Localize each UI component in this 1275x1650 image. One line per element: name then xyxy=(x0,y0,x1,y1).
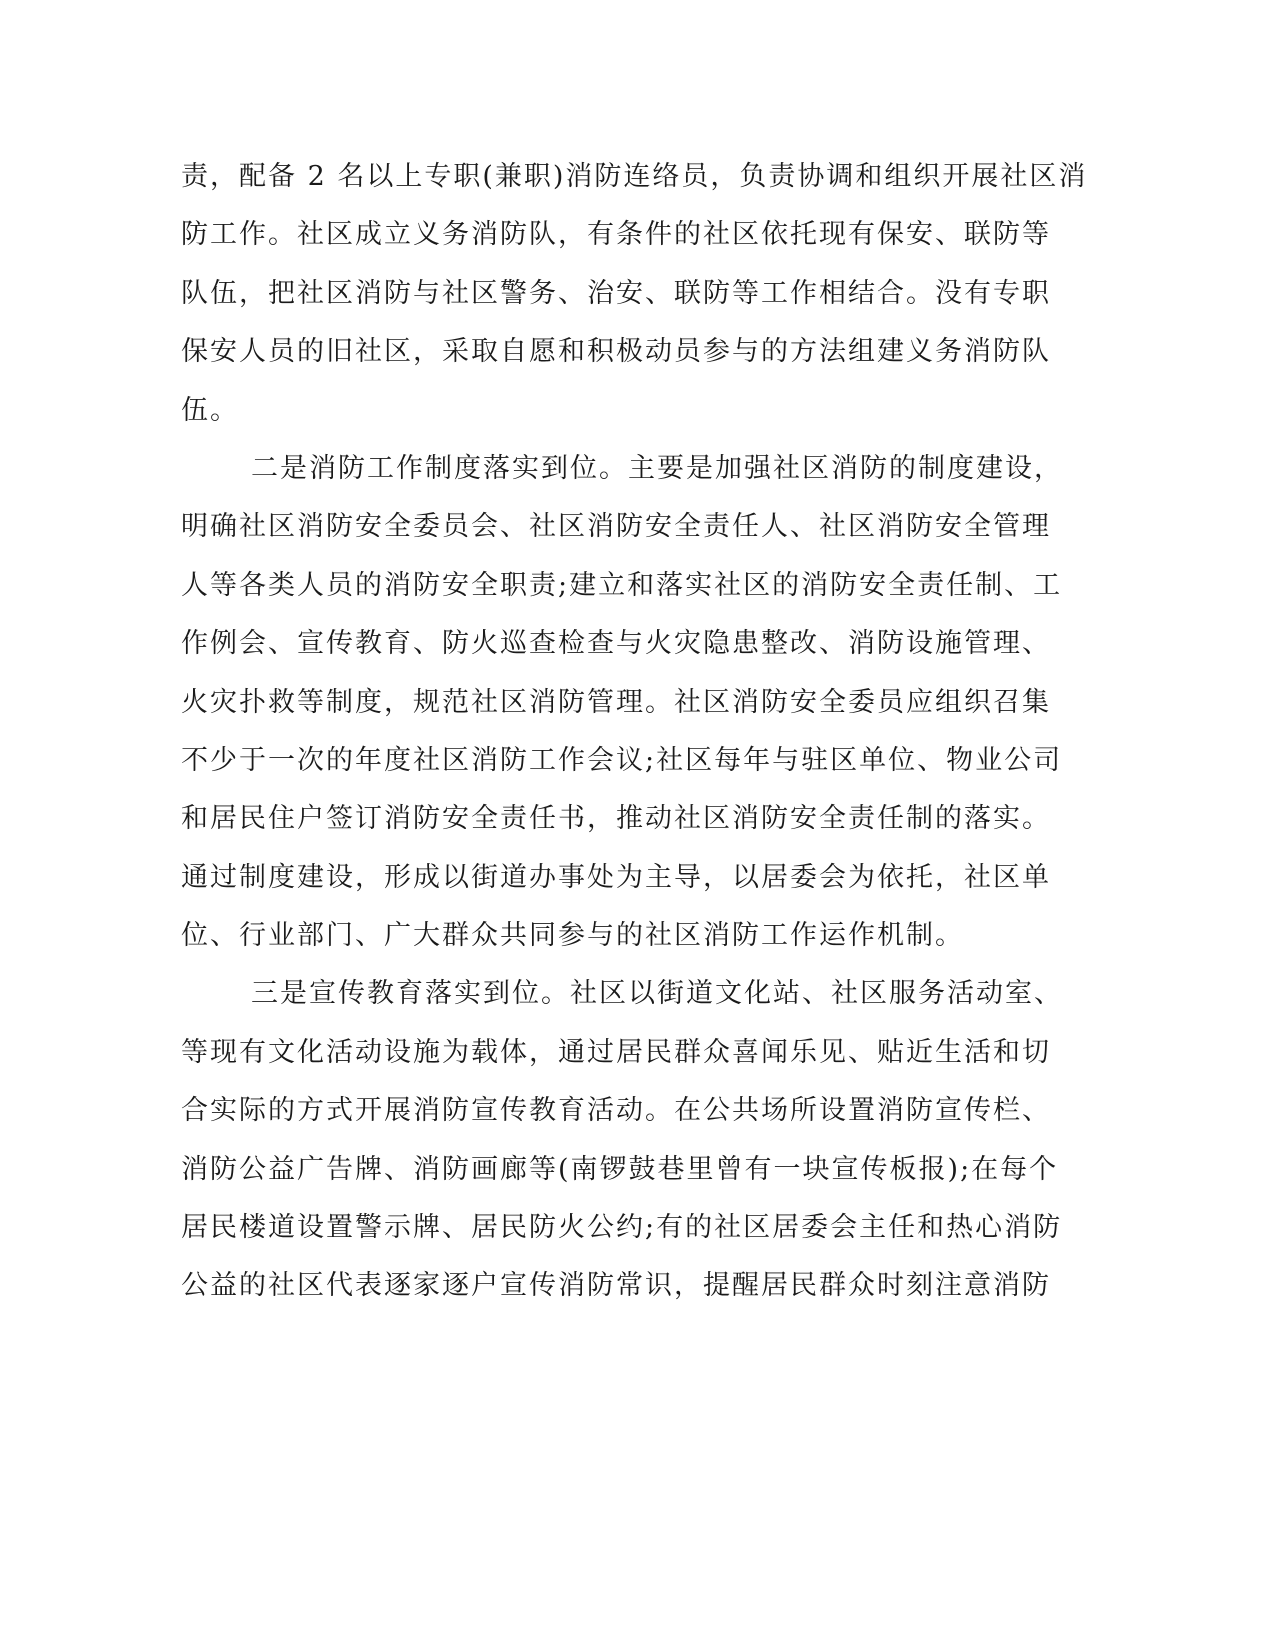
text-line: 位、行业部门、广大群众共同参与的社区消防工作运作机制。 xyxy=(181,920,964,952)
text-line: 等现有文化活动设施为载体，通过居民群众喜闻乐见、贴近生活和切 xyxy=(181,1036,1051,1068)
text-line: 责，配备 2 名以上专职(兼职)消防连络员，负责协调和组织开展社区消 xyxy=(181,161,1088,192)
text-line: 三是宣传教育落实到位。社区以街道文化站、社区服务活动室、 xyxy=(251,978,1063,1010)
text-line: 火灾扑救等制度，规范社区消防管理。社区消防安全委员应组织召集 xyxy=(181,686,1051,718)
paragraph-2 xyxy=(181,440,1063,966)
text-line: 公益的社区代表逐家逐户宣传消防常识，提醒居民群众时刻注意消防 xyxy=(181,1270,1051,1302)
text-line: 合实际的方式开展消防宣传教育活动。在公共场所设置消防宣传栏、 xyxy=(181,1095,1051,1127)
paragraph-1 xyxy=(181,148,1088,440)
text-line: 居民楼道设置警示牌、居民防火公约;有的社区居委会主任和热心消防 xyxy=(181,1212,1063,1244)
text-line: 消防公益广告牌、消防画廊等(南锣鼓巷里曾有一块宣传板报);在每个 xyxy=(181,1153,1059,1185)
text-line: 防工作。社区成立义务消防队，有条件的社区依托现有保安、联防等 xyxy=(181,219,1051,251)
text-line: 二是消防工作制度落实到位。主要是加强社区消防的制度建设， xyxy=(251,452,1063,484)
text-line: 保安人员的旧社区，采取自愿和积极动员参与的方法组建义务消防队 xyxy=(181,336,1051,368)
text-line: 通过制度建设，形成以街道办事处为主导，以居委会为依托，社区单 xyxy=(181,861,1051,893)
body-text xyxy=(181,148,1088,1316)
paragraph-3 xyxy=(181,965,1063,1315)
text-line: 明确社区消防安全委员会、社区消防安全责任人、社区消防安全管理 xyxy=(181,511,1051,543)
text-line: 作例会、宣传教育、防火巡查检查与火灾隐患整改、消防设施管理、 xyxy=(181,628,1051,660)
text-line: 不少于一次的年度社区消防工作会议;社区每年与驻区单位、物业公司 xyxy=(181,744,1063,776)
text-line: 队伍，把社区消防与社区警务、治安、联防等工作相结合。没有专职 xyxy=(181,277,1051,309)
text-line: 和居民住户签订消防安全责任书，推动社区消防安全责任制的落实。 xyxy=(181,803,1051,835)
text-line: 伍。 xyxy=(181,394,239,426)
text-line: 人等各类人员的消防安全职责;建立和落实社区的消防安全责任制、工 xyxy=(181,569,1063,601)
